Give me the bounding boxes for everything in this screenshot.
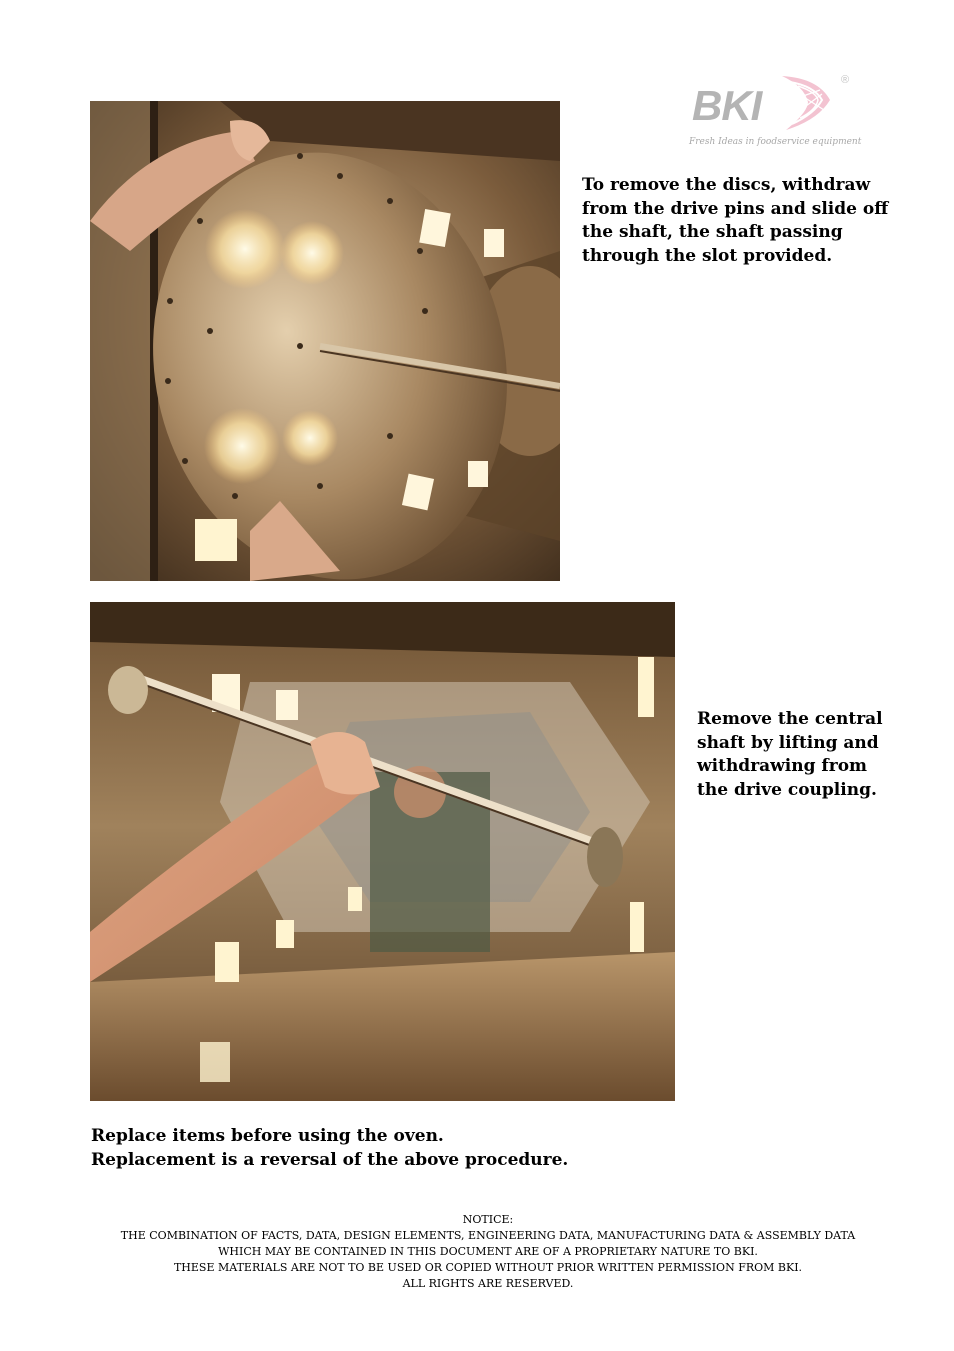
caption-line: the shaft, the shaft passing — [582, 222, 843, 242]
caption-line: from the drive pins and slide off — [582, 198, 889, 219]
replacement-instructions — [91, 1125, 568, 1172]
notice-heading: NOTICE: — [462, 1213, 514, 1226]
shaft-removal-caption — [697, 708, 883, 802]
proprietary-notice — [60, 1212, 916, 1292]
closing-line: Replace items before using the oven. — [91, 1126, 444, 1146]
notice-line: WHICH MAY BE CONTAINED IN THIS DOCUMENT ARE OF A PROPRIETARY NATURE TO BKI. — [218, 1245, 758, 1258]
oven-shaft-removal-photo — [90, 602, 675, 1101]
notice-line: THE COMBINATION OF FACTS, DATA, DESIGN ELEMENTS, ENGINEERING DATA, MANUFACTURING DATA & ASSEMBLY DATA — [120, 1229, 856, 1242]
caption-line: Remove the central — [697, 709, 883, 729]
logo-wordmark: BKI — [692, 82, 762, 129]
oven-disc-removal-photo — [90, 101, 560, 581]
caption-line: To remove the discs, withdraw — [582, 175, 871, 195]
closing-line: Replacement is a reversal of the above procedure. — [91, 1149, 569, 1170]
caption-line: the drive coupling. — [697, 779, 877, 800]
logo-tagline: Fresh Ideas in foodservice equipment — [689, 137, 862, 147]
caption-line: shaft by lifting and — [697, 732, 879, 753]
caption-line: through the slot provided. — [582, 245, 833, 266]
bki-wing-logo-icon — [778, 72, 838, 134]
registered-mark: ® — [841, 74, 850, 86]
disc-removal-caption — [582, 174, 888, 268]
notice-line: THESE MATERIALS ARE NOT TO BE USED OR COPIED WITHOUT PRIOR WRITTEN PERMISSION FROM BKI. — [173, 1261, 803, 1274]
caption-line: withdrawing from — [697, 756, 868, 776]
notice-line: ALL RIGHTS ARE RESERVED. — [402, 1277, 574, 1290]
brand-logo — [686, 70, 866, 152]
